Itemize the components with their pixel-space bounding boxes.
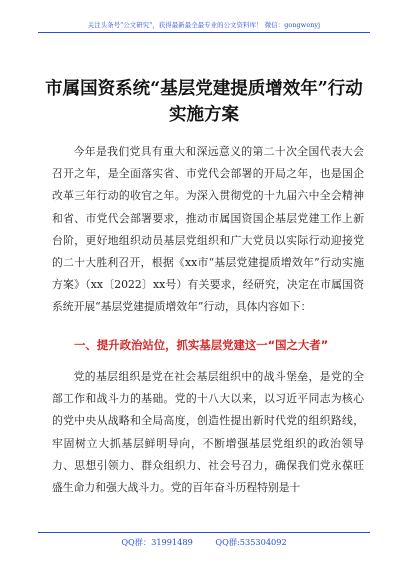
- page-header-banner: 关注头条号"公文研究"，获得最新最全最专业的公文资料库！ 微信：gongwenyj: [38, 20, 370, 33]
- section-1-paragraph: 党的基层组织是党在社会基层组织中的战斗堡垒，是党的全部工作和战斗力的基础。党的十八大以来，以习近平同志为核心的党中央从战略和全局高度，创造性提出新时代党的组织路线，牢固树立大抓基层鲜明导向，不断增强基层党组织的政治领导力、思想引领力、群众组织力、社会号召力，确保我们党永葆旺盛生命力和强大战斗力。党的百年奋斗历程特别是十: [52, 370, 364, 495]
- document-title: 市属国资系统“基层党建提质增效年”行动实施方案: [45, 79, 363, 125]
- footer-qq-group-1: QQ群：31991489: [121, 537, 193, 547]
- section-1-heading: 一、提升政治站位，抓实基层党建这一“国之大者”: [74, 338, 329, 352]
- footer-qq-group-2: QQ群:535304092: [215, 537, 287, 547]
- intro-paragraph: 今年是我们党具有重大和深远意义的第二十次全国代表大会召开之年，是全面落实省、市党代会部署的开局之年，也是国企改革三年行动的收官之年。为深入贯彻党的十九届六中全会精神和省、市党代会部署要求，推动市属国资国企基层党建工作上新台阶，更好地组织动员基层党组织和广大党员以实际行动迎接党的二十大胜利召开，根据《xx市“基层党建提质增效年”行动实施方案》（xx〔2022〕xx号）有关要求，经研究，决定在市属国资系统开展“基层党建提质增效年”行动，具体内容如下：: [52, 145, 364, 314]
- page-footer: [38, 532, 370, 548]
